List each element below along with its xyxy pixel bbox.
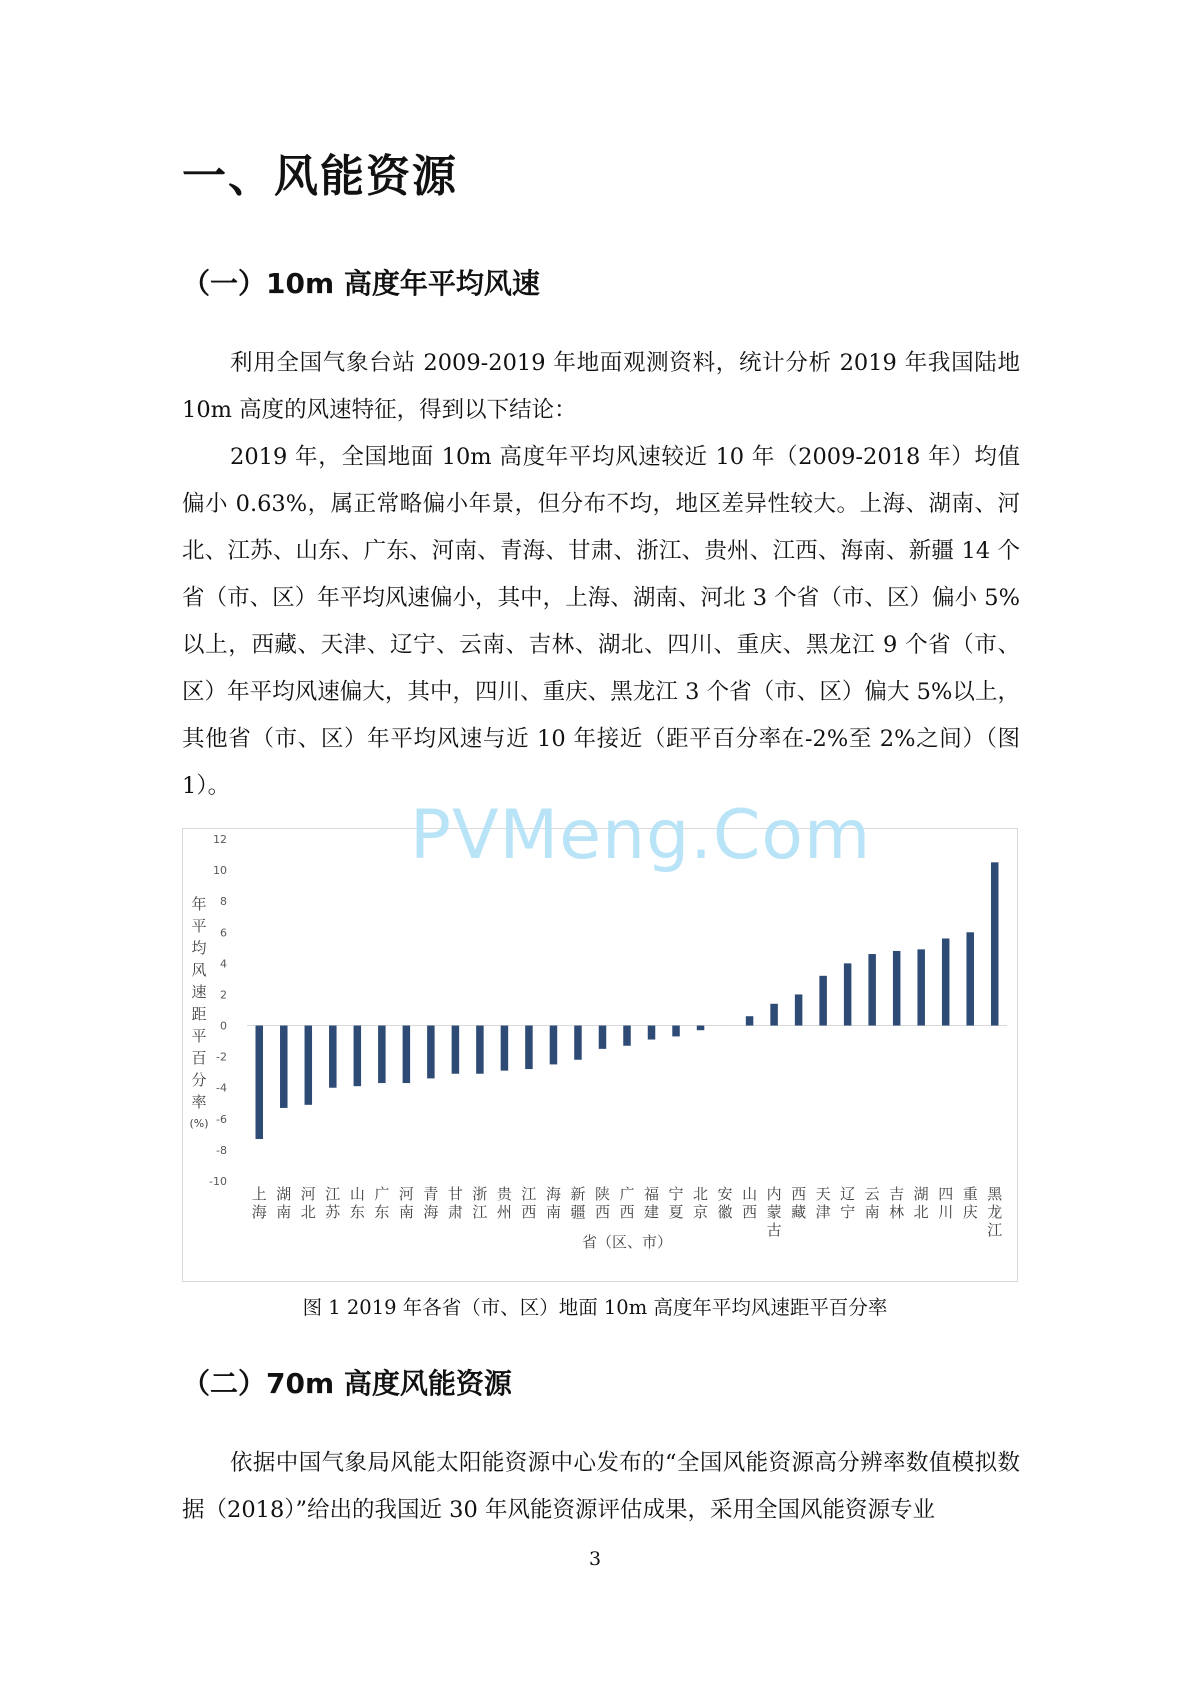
- y-tick-label: -10: [209, 1175, 227, 1188]
- x-tick-label: 湖北: [913, 1185, 929, 1221]
- x-tick-label: 重庆: [962, 1185, 978, 1221]
- bar: [550, 1026, 558, 1065]
- bar: [280, 1026, 288, 1108]
- x-tick-label: 广西: [619, 1185, 635, 1221]
- x-tick-label: 河北: [300, 1185, 316, 1221]
- y-axis-unit: (%): [189, 1117, 209, 1130]
- x-tick-label: 辽宁: [840, 1185, 856, 1221]
- x-tick-label: 陕西: [594, 1185, 610, 1221]
- y-axis-label-char: 分: [191, 1071, 207, 1089]
- x-tick-label: 江西: [521, 1185, 537, 1221]
- bar: [648, 1026, 656, 1040]
- bar: [844, 963, 852, 1025]
- page-number: 3: [588, 1548, 602, 1570]
- x-tick-label: 宁夏: [668, 1185, 684, 1221]
- x-tick-label: 上海: [251, 1185, 267, 1221]
- bar: [452, 1026, 460, 1074]
- x-tick-label: 内蒙古: [766, 1185, 782, 1239]
- x-tick-label: 广东: [374, 1185, 390, 1221]
- bar: [623, 1026, 631, 1046]
- bar: [427, 1026, 435, 1079]
- y-tick-label: 12: [213, 833, 227, 846]
- bar: [403, 1026, 411, 1084]
- bar-chart: [183, 829, 1017, 1281]
- bar: [501, 1026, 509, 1071]
- x-tick-label: 四川: [938, 1185, 954, 1221]
- bar: [329, 1026, 337, 1088]
- y-axis-label-char: 平: [191, 1027, 207, 1045]
- page-heading: 一、风能资源: [182, 151, 458, 202]
- x-tick-label: 贵州: [496, 1185, 512, 1221]
- x-tick-label: 湖南: [276, 1185, 292, 1221]
- x-tick-label: 甘肃: [447, 1185, 463, 1221]
- bar: [770, 1004, 778, 1026]
- x-tick-label: 山西: [742, 1185, 758, 1221]
- bar: [917, 949, 925, 1025]
- bar: [256, 1026, 264, 1139]
- bar: [868, 954, 876, 1026]
- bar: [697, 1026, 705, 1031]
- x-tick-label: 河南: [398, 1185, 414, 1221]
- bar: [378, 1026, 386, 1084]
- y-axis-label-char: 年: [191, 895, 207, 913]
- x-tick-label: 山东: [349, 1185, 365, 1221]
- x-tick-label: 福建: [644, 1185, 660, 1221]
- bar: [672, 1026, 680, 1037]
- y-axis-label-char: 距: [191, 1005, 207, 1023]
- bar: [966, 932, 974, 1025]
- bar: [525, 1026, 533, 1070]
- x-tick-label: 黑龙江: [987, 1185, 1003, 1239]
- bar: [893, 951, 901, 1026]
- y-axis-label-char: 率: [191, 1093, 207, 1111]
- bar: [991, 862, 999, 1025]
- y-tick-label: -6: [216, 1112, 227, 1126]
- y-tick-label: -2: [216, 1050, 227, 1064]
- y-tick-label: 0: [220, 1019, 227, 1033]
- bar: [795, 994, 803, 1025]
- x-tick-label: 青海: [423, 1185, 439, 1221]
- y-axis-label-char: 风: [191, 961, 207, 979]
- y-axis-label-char: 均: [191, 939, 207, 957]
- bar: [354, 1026, 362, 1087]
- y-tick-label: 8: [220, 895, 227, 909]
- paragraph-2: 2019 年，全国地面 10m 高度年平均风速较近 10 年（2009-2018 年）均值偏小 0.63%，属正常略偏小年景，但分布不均，地区差异性较大。上海、湖南、河北、江苏、山东、广东、河南、青海、甘肃、浙江、贵州、江西、海南、新疆 14 个省（市、区）年平均风速偏小，其中，上海、湖南、河北 3 个省（市、区）偏小 5%以上，西藏、天津、辽宁、云南、吉林、湖北、四川、重庆、黑龙江 9 个省（市、区）年平均风速偏大，其中，四川、重庆、黑龙江 3 个省（市、区）偏大 5%以上，其他省（市、区）年平均风速与近 10 年接近（距平百分率在-2%至 2%之间）（图 1）。: [182, 444, 1020, 799]
- y-tick-label: 4: [220, 957, 227, 971]
- bar: [942, 938, 950, 1025]
- x-tick-label: 江苏: [325, 1185, 341, 1221]
- bar: [599, 1026, 607, 1049]
- x-tick-label: 安徽: [717, 1185, 733, 1221]
- bar: [476, 1026, 484, 1074]
- x-tick-label: 浙江: [472, 1185, 488, 1221]
- bar: [305, 1026, 313, 1105]
- bar: [819, 976, 827, 1026]
- y-axis-label-char: 平: [191, 917, 207, 935]
- x-tick-label: 西藏: [791, 1185, 807, 1221]
- y-tick-label: -8: [216, 1143, 227, 1157]
- section-2-title: （二）70m 高度风能资源: [182, 1367, 512, 1400]
- bar: [574, 1026, 582, 1060]
- x-tick-label: 天津: [815, 1185, 831, 1221]
- x-tick-label: 吉林: [889, 1185, 905, 1221]
- x-axis-title: 省（区、市）: [581, 1233, 673, 1251]
- chart-frame: [182, 828, 1018, 1282]
- y-axis-label-char: 速: [191, 983, 207, 1001]
- x-tick-label: 云南: [864, 1185, 880, 1221]
- section-1-title: （一）10m 高度年平均风速: [182, 267, 540, 300]
- y-axis-label-char: 百: [191, 1049, 207, 1067]
- x-tick-label: 海南: [545, 1185, 561, 1221]
- x-tick-label: 新疆: [570, 1185, 586, 1221]
- x-tick-label: 北京: [693, 1185, 709, 1221]
- y-tick-label: 6: [220, 926, 227, 940]
- y-tick-label: 2: [220, 988, 227, 1002]
- y-tick-label: 10: [213, 864, 227, 878]
- y-tick-label: -4: [216, 1081, 227, 1095]
- paragraph-3: 依据中国气象局风能太阳能资源中心发布的“全国风能资源高分辨率数值模拟数据（2018）”给出的我国近 30 年风能资源评估成果，采用全国风能资源专业: [182, 1450, 1020, 1523]
- figure-caption: 图 1 2019 年各省（市、区）地面 10m 高度年平均风速距平百分率: [302, 1296, 888, 1319]
- paragraph-1: 利用全国气象台站 2009-2019 年地面观测资料，统计分析 2019 年我国陆地 10m 高度的风速特征，得到以下结论：: [182, 350, 1020, 423]
- watermark: PVMeng.Com: [410, 796, 872, 875]
- bar: [746, 1016, 754, 1025]
